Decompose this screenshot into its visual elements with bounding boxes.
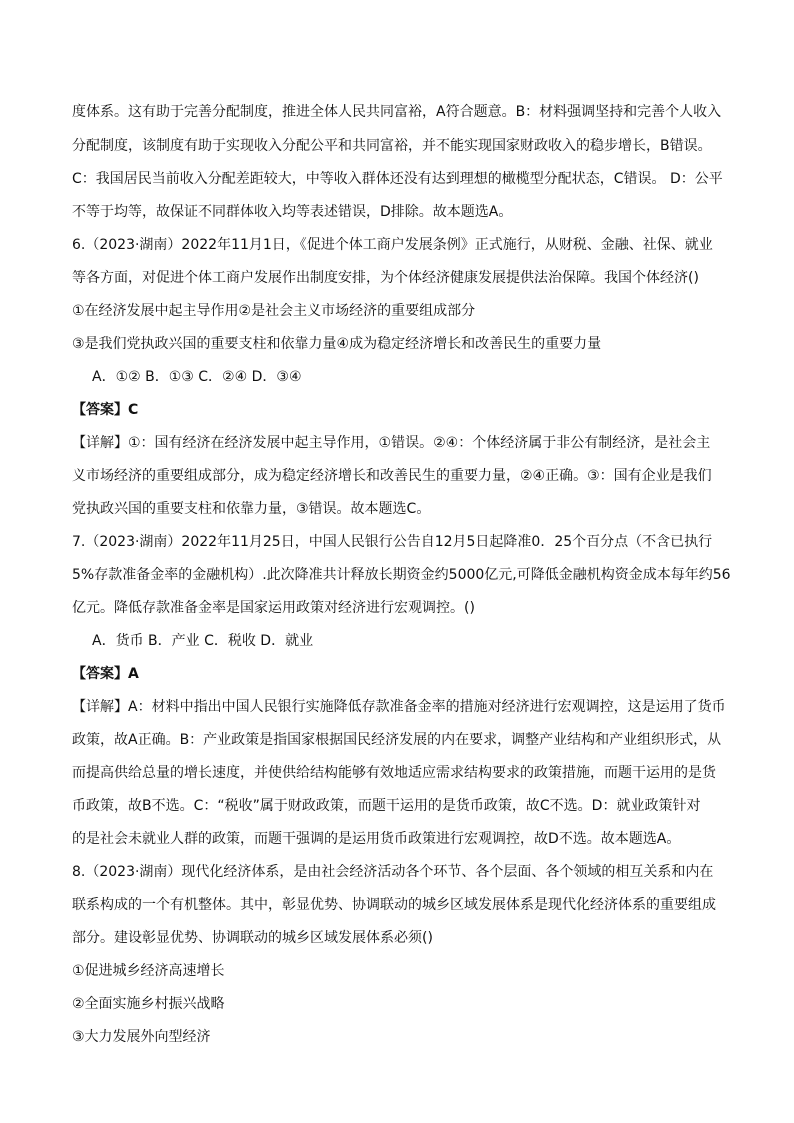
question-7-answer: 【答案】A (72, 666, 139, 682)
question-7-stem: 亿元。降低存款准备金率是国家运用政策对经济进行宏观调控。() (72, 600, 475, 616)
text-line: C：我国居民当前收入分配差距较大，中等收入群体还没有达到理想的橄榄型分配状态，C错误。 D：公平 (72, 171, 723, 187)
text-line: 分配制度，该制度有助于实现收入分配公平和共同富裕，并不能实现国家财政收入的稳步增长，B错误。 (72, 138, 712, 154)
question-6-explanation: 党执政兴国的重要支柱和依靠力量，③错误。故本题选C。 (72, 501, 431, 517)
question-8-stem: 联系构成的一个有机整体。其中，彰显优势、协调联动的城乡区域发展体系是现代化经济体系的重要组成 (72, 897, 716, 913)
question-6-option-statement: ③是我们党执政兴国的重要支柱和依靠力量④成为稳定经济增长和改善民生的重要力量 (72, 336, 602, 352)
question-6-stem: 等各方面，对促进个体工商户发展作出制度安排，为个体经济健康发展提供法治保障。我国个体经济() (72, 270, 699, 286)
question-7-explanation: 的是社会未就业人群的政策，而题干强调的是运用货币政策进行宏观调控，故D不选。故本题选A。 (72, 831, 681, 847)
question-6-explanation: 义市场经济的重要组成部分，成为稳定经济增长和改善民生的重要力量，②④正确。③：国有企业是我们 (72, 468, 712, 484)
question-8-option-statement: ①促进城乡经济高速增长 (72, 963, 225, 979)
question-7-stem: 5%存款准备金率的金融机构）.此次降准共计释放长期资金约5000亿元,可降低金融机构资金成本每年约56 (72, 567, 731, 583)
question-7-choices: A．货币 B．产业 C．税收 D．就业 (92, 633, 314, 649)
text-line: 不等于均等，故保证不同群体收入均等表述错误，D排除。故本题选A。 (72, 204, 513, 220)
question-7-explanation: 政策，故A正确。B：产业政策是指国家根据国民经济发展的内在要求，调整产业结构和产业组织形式，从 (72, 732, 722, 748)
text-line: 度体系。这有助于完善分配制度，推进全体人民共同富裕，A符合题意。B：材料强调坚持和完善个人收入 (72, 104, 722, 120)
question-7-explanation: 【详解】A：材料中指出中国人民银行实施降低存款准备金率的措施对经济进行宏观调控，这是运用了货币 (72, 699, 726, 715)
question-7-stem: 7.（2023·湖南）2022年11月25日，中国人民银行公告自12月5日起降准0．25个百分点（不含已执行 (72, 534, 713, 550)
question-6-choices: A．①② B．①③ C．②④ D．③④ (92, 369, 302, 385)
question-6-answer: 【答案】C (72, 402, 139, 418)
question-8-option-statement: ③大力发展外向型经济 (72, 1029, 211, 1045)
question-6-stem: 6.（2023·湖南）2022年11月1日，《促进个体工商户发展条例》正式施行，从财税、金融、社保、就业 (72, 237, 713, 253)
question-6-explanation: 【详解】①：国有经济在经济发展中起主导作用，①错误。②④：个体经济属于非公有制经济，是社会主 (72, 435, 711, 451)
question-7-explanation: 币政策，故B不选。C：“税收”属于财政政策，而题干运用的是货币政策，故C不选。D：就业政策针对 (72, 798, 701, 814)
question-8-option-statement: ②全面实施乡村振兴战略 (72, 996, 225, 1012)
question-6-option-statement: ①在经济发展中起主导作用②是社会主义市场经济的重要组成部分 (72, 303, 476, 319)
question-8-stem: 8.（2023·湖南）现代化经济体系，是由社会经济活动各个环节、各个层面、各个领域的相互关系和内在 (72, 864, 714, 880)
question-8-stem: 部分。建设彰显优势、协调联动的城乡区域发展体系必须() (72, 930, 433, 946)
question-7-explanation: 而提高供给总量的增长速度，并使供给结构能够有效地适应需求结构要求的政策措施，而题干运用的是货 (72, 765, 716, 781)
